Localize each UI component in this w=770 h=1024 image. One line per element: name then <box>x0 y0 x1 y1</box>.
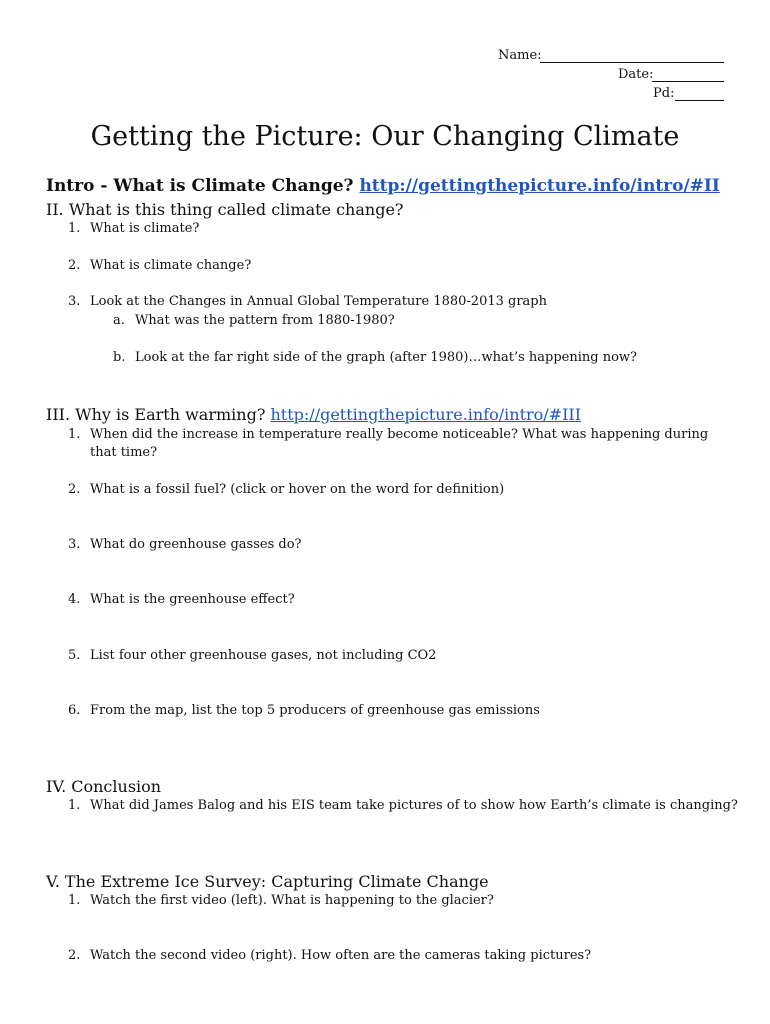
list-item <box>68 481 504 499</box>
question-text: Watch the second video (right). How often are the cameras taking pictures? <box>90 948 592 963</box>
list-item <box>113 312 395 330</box>
date-label: Date: <box>618 67 654 82</box>
question-number: 4. <box>68 592 81 607</box>
question-text: What is climate? <box>90 221 200 236</box>
list-item <box>68 647 436 665</box>
list-item <box>68 426 730 462</box>
question-number: 5. <box>68 648 81 663</box>
question-text: What is the greenhouse effect? <box>90 592 295 607</box>
question-number: a. <box>113 313 125 328</box>
list-item <box>68 947 591 965</box>
name-field-line[interactable] <box>540 62 724 63</box>
question-number: b. <box>113 350 126 365</box>
period-label: Pd: <box>653 86 675 101</box>
question-number: 6. <box>68 703 81 718</box>
question-number: 2. <box>68 482 81 497</box>
question-number: 2. <box>68 948 81 963</box>
question-text: What did James Balog and his EIS team take pictures of to show how Earth’s climate is changing? <box>90 798 738 813</box>
intro-heading-row <box>46 175 720 197</box>
question-text: What do greenhouse gasses do? <box>90 537 302 552</box>
question-number: 1. <box>68 221 81 236</box>
question-number: 2. <box>68 258 81 273</box>
list-item <box>68 797 738 815</box>
question-number: 1. <box>68 427 81 442</box>
list-item <box>68 702 540 720</box>
list-item <box>113 349 637 367</box>
question-text: When did the increase in temperature really become noticeable? What was happening during that time? <box>90 427 709 460</box>
name-label: Name: <box>498 48 542 63</box>
section-3-heading: III. Why is Earth warming? <box>46 405 266 424</box>
question-text: Look at the far right side of the graph (after 1980)…what’s happening now? <box>135 350 638 365</box>
question-number: 1. <box>68 893 81 908</box>
period-field-line[interactable] <box>675 100 724 101</box>
section-4-heading: IV. Conclusion <box>46 777 162 796</box>
question-text: What was the pattern from 1880-1980? <box>135 313 395 328</box>
question-text: What is climate change? <box>90 258 252 273</box>
intro-link[interactable]: http://gettingthepicture.info/intro/#II <box>359 176 720 196</box>
question-text: Look at the Changes in Annual Global Temperature 1880-2013 graph <box>90 294 547 309</box>
list-item <box>68 892 494 910</box>
intro-heading: Intro - What is Climate Change? <box>46 176 354 196</box>
question-number: 1. <box>68 798 81 813</box>
page-title: Getting the Picture: Our Changing Climate <box>90 121 680 152</box>
question-text: Watch the first video (left). What is happening to the glacier? <box>90 893 494 908</box>
question-text: What is a fossil fuel? (click or hover on the word for definition) <box>90 482 505 497</box>
date-field-line[interactable] <box>652 81 724 82</box>
question-number: 3. <box>68 537 81 552</box>
section-2-heading: II. What is this thing called climate change? <box>46 200 404 219</box>
list-item <box>68 293 547 311</box>
section-3-heading-row <box>46 405 581 425</box>
question-text: From the map, list the top 5 producers of greenhouse gas emissions <box>90 703 540 718</box>
section-3-link[interactable]: http://gettingthepicture.info/intro/#III <box>270 405 582 424</box>
list-item <box>68 536 302 554</box>
list-item <box>68 591 295 609</box>
list-item <box>68 220 199 238</box>
question-text: List four other greenhouse gases, not including CO2 <box>90 648 437 663</box>
section-5-heading: V. The Extreme Ice Survey: Capturing Climate Change <box>46 872 489 891</box>
question-number: 3. <box>68 294 81 309</box>
list-item <box>68 257 251 275</box>
